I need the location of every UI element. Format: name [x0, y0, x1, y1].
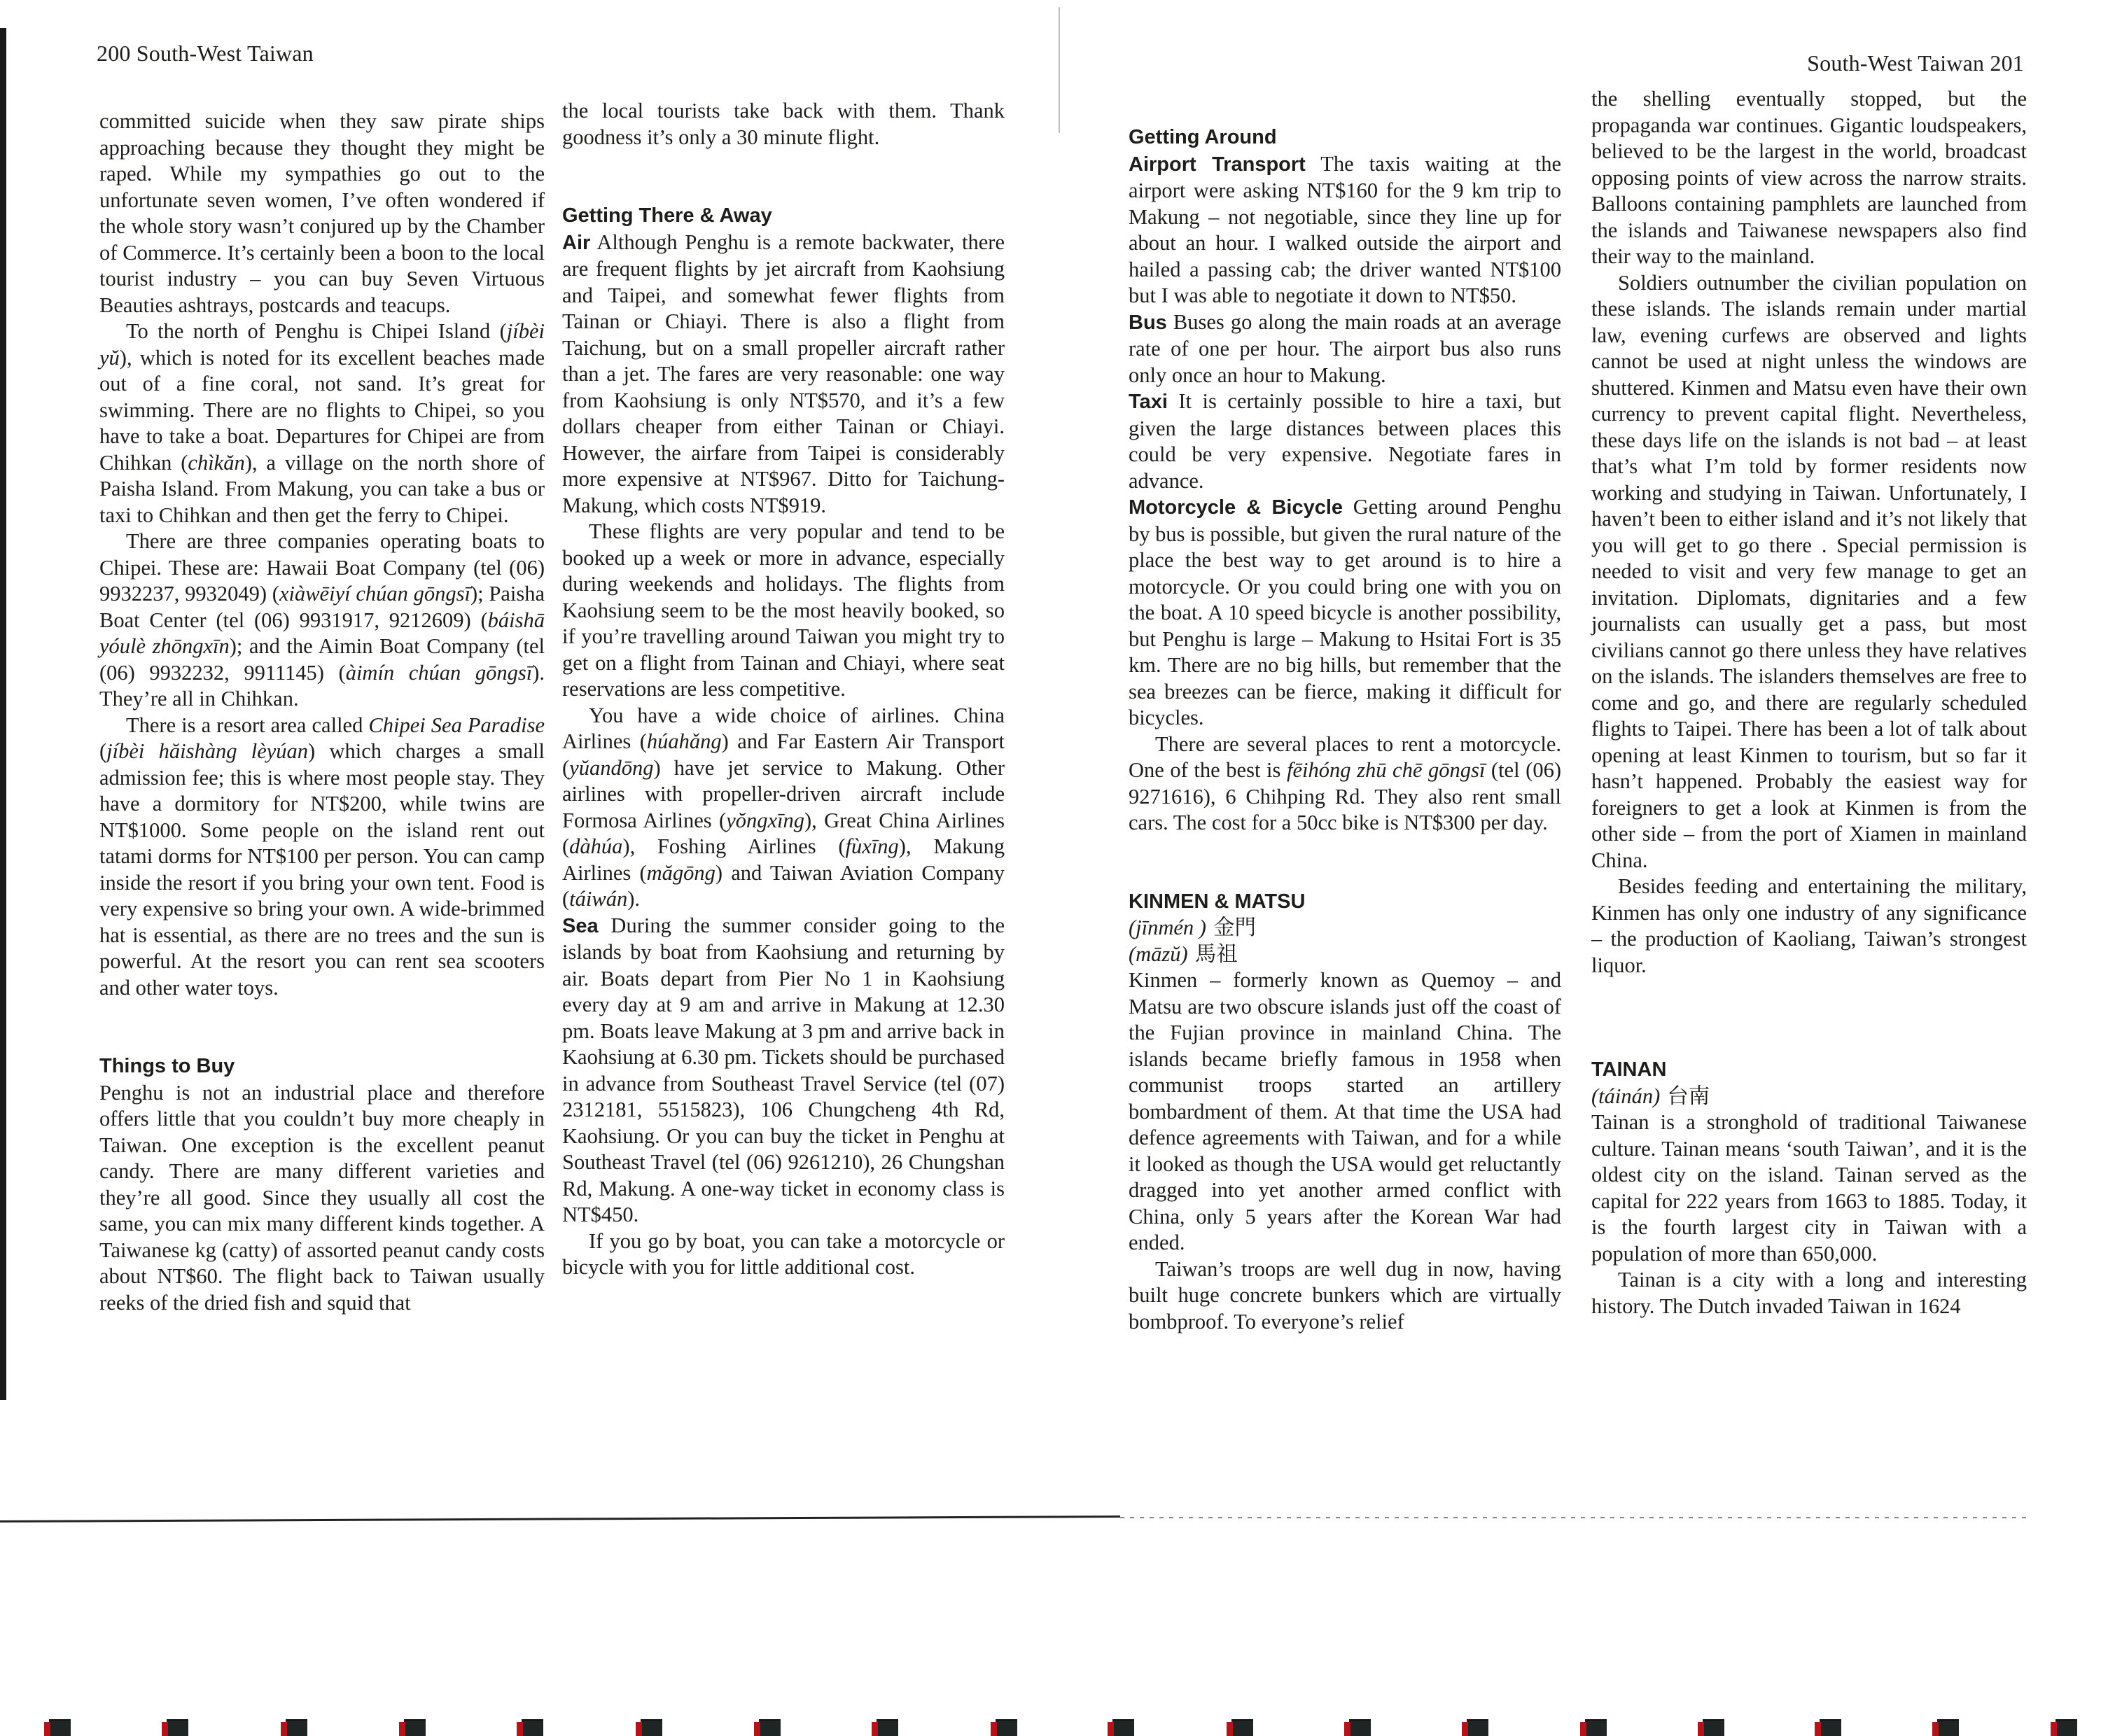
binding-ring — [404, 1719, 426, 1736]
binding-ring — [641, 1719, 662, 1736]
binding-ring — [1349, 1719, 1371, 1736]
paragraph: If you go by boat, you can take a motorcycle or bicycle with you for little additional cost. — [562, 1228, 1005, 1279]
paragraph: Airport Transport The taxis waiting at the airport were asking NT$160 for the 9 km trip to Makung – not negotiable, since they line up for about an hour. I walked outside the airport and hailed a passing cab; the driver wanted NT$100 but I was able to negotiate it down to NT$50. — [1129, 151, 1561, 307]
run-in-heading-airport: Airport Transport — [1129, 153, 1306, 176]
binding-ring — [759, 1719, 781, 1736]
paragraph: Bus Buses go along the main roads at an average rate of one per hour. The airport bus also runs only once an hour to Makung. — [1129, 309, 1561, 387]
kinmen-name-line: (jīnmén ) 金門 — [1129, 916, 1256, 940]
section-heading-things-to-buy: Things to Buy — [99, 1055, 235, 1077]
paragraph: There is a resort area called Chipei Sea Paradise (jíbèi hăishàng lèyúan) which charges a small admission fee; this is where most people stay. They have a dormitory for NT$200, while twins are NT$1000. Some people on the island rent out tatami dorms for NT$100 per person. You can camp inside the resort if you bring your own tent. Food is very expensive so bring your own. A wide-brimmed hat is essential, as there are no trees and the sun is powerful. At the resort you can rent sea scooters and other water toys. — [99, 713, 545, 1000]
binding-ring — [1937, 1719, 1959, 1736]
column-3 — [1129, 125, 1561, 1335]
section-heading-kinmen-matsu: KINMEN & MATSU — [1129, 890, 1306, 913]
paragraph: Penghu is not an industrial place and therefore offers little that you couldn’t buy more cheaply in Taiwan. One exception is the excellent peanut candy. There are many different varieties and they’re all good. Since they usually all cost the same, you can mix many different kinds together. A Taiwanese kg (catty) of assorted peanut candy costs about NT$60. The flight back to Taiwan usually reeks of the dried fish and squid that — [99, 1080, 545, 1315]
binding-ring — [167, 1719, 188, 1736]
paragraph: Sea During the summer consider going to the islands by boat from Kaohsiung and returning by air. Boats depart from Pier No 1 in Kaohsiung every day at 9 am and arrive in Makung at 12.30 pm. Boats leave Makung at 3 pm and arrive back in Kaohsiung at 6.30 pm. Tickets should be purchased in advance from Southeast Travel Service (tel (07) 2312181, 5515823), 106 Chungcheng 4th Rd, Kaohsiung. Or you can buy the ticket in Penghu at Southeast Travel (tel (06) 9261210), 26 Chungshan Rd, Makung. A one-way ticket in economy class is NT$450. — [562, 913, 1005, 1226]
running-head-left: 200 South-West Taiwan — [97, 41, 314, 66]
pinyin: jíbèi hăishàng lèyúan — [106, 739, 309, 763]
binding-ring — [1467, 1719, 1488, 1736]
column-4 — [1591, 86, 2027, 1320]
place-name: Chipei Sea Paradise — [368, 713, 545, 737]
running-head-right: South-West Taiwan 201 — [1807, 50, 2024, 76]
binding-ring — [1112, 1719, 1134, 1736]
page-bottom-edge-faint — [1120, 1517, 2030, 1518]
column-1 — [99, 108, 545, 1316]
paragraph: Tainan is a stronghold of traditional Taiwanese culture. Tainan means ‘south Taiwan’, and it is the oldest city on the island. Tainan served as the capital for 222 years from 1663 to 1885. Today, it is the fourth largest city in Taiwan with a population of more than 650,000. — [1591, 1110, 2027, 1266]
pinyin: xiàwēiyí chúan gōngsī — [279, 582, 470, 606]
pinyin: chìkăn — [188, 450, 245, 475]
run-in-heading-bus: Bus — [1129, 311, 1167, 334]
binding-ring — [1820, 1719, 1841, 1736]
binding-ring — [1585, 1719, 1607, 1736]
pinyin: báishā yóulè zhōngxīn — [99, 608, 545, 658]
paragraph: Soldiers outnumber the civilian population on these islands. The islands remain under martial law, evening curfews are observed and lights cannot be used at night unless the windows are shuttered. Kinmen and Matsu even have their own currency to prevent capital flight. Nevertheless, these days life on the islands is not bad – at least that’s what I’m told by former residents now working and studying in Taiwan. Unfortunately, I haven’t been to either island and it’s not likely that you will get to go there . Special permission is needed to visit and very few manage to get an invitation. Diplomats, dignitaries and a few journalists can usually get a pass, but most civilians cannot go there unless they have relatives on the islands. The islanders themselves are free to come and go, and there are regularly scheduled flights to Taipei. There has been a lot of talk about opening at least Kinmen to tourism, but so far it hasn’t happened. Probably the easiest way for foreigners to get a look at Kinmen is from the other side – from the port of Xiamen in mainland China. — [1591, 270, 2027, 872]
paragraph: These flights are very popular and tend to be booked up a week or more in advance, especially during weekends and holidays. The flights from Kaohsiung seem to be the most heavily booked, so if you’re travelling around Taiwan you might try to get on a flight from Tainan and Chiayi, where seat reservations are less competitive. — [562, 519, 1005, 701]
paragraph: There are several places to rent a motorcycle. One of the best is fēihóng zhū chē gōngsī (tel (06) 9271616), 6 Chihping Rd. They also rent small cars. The cost for a 50cc bike is NT$300 per day. — [1129, 732, 1561, 834]
run-in-heading-motorcycle: Motorcycle & Bicycle — [1129, 496, 1343, 519]
paragraph: the local tourists take back with them. Thank goodness it’s only a 30 minute flight. — [562, 99, 1005, 149]
section-heading-tainan: TAINAN — [1591, 1058, 1667, 1081]
paragraph: Besides feeding and entertaining the military, Kinmen has only one industry of any significance – the production of Kaoliang, Taiwan’s strongest liquor. — [1591, 874, 2027, 977]
matsu-name-line: (māzŭ) 馬祖 — [1129, 941, 1238, 967]
section-heading-getting-around: Getting Around — [1129, 126, 1277, 148]
binding-ring — [1231, 1719, 1253, 1736]
binding-ring — [286, 1719, 307, 1736]
paragraph: Taxi It is certainly possible to hire a taxi, but given the large distances between places this could be very expensive. Negotiate fares in advance. — [1129, 389, 1561, 493]
run-in-heading-sea: Sea — [562, 914, 599, 937]
pinyin: àimín chúan gōngsī — [345, 660, 533, 685]
paragraph: Kinmen – formerly known as Quemoy – and Matsu are two obscure islands just off the coast of the Fujian province in mainland China. The islands became briefly famous in 1958 when communist troops started an artillery bombardment of them. At that time the USA had defence agreements with Taiwan, and for a while it looked as though the USA would get reluctantly dragged into yet another armed conflict with China, only 5 years after the Korean War had ended. — [1129, 968, 1561, 1254]
paragraph: To the north of Penghu is Chipei Island (jíbèi yŭ), which is noted for its excellent beaches made out of a fine coral, not sand. It’s great for swimming. There are no flights to Chipei, so you have to take a boat. Departures for Chipei are from Chihkan (chìkăn), a village on the north shore of Paisha Island. From Makung, you can take a bus or taxi to Chihkan and then get the ferry to Chipei. — [99, 319, 545, 527]
paragraph: Motorcycle & Bicycle Getting around Penghu by bus is possible, but given the rural nature of the place the best way to get around is to hire a motorcycle. Or you could bring one with you on the boat. A 10 speed bicycle is another possibility, but Penghu is large – Makung to Hsitai Fort is 35 km. There are no big hills, but remember that the sea breezes can be fierce, making it difficult for bicycles. — [1129, 495, 1561, 729]
run-in-heading-air: Air — [562, 231, 591, 254]
paragraph: You have a wide choice of airlines. China Airlines (húahǎng) and Far Eastern Air Transport (yŭandōng) have jet service to Makung. Other airlines with propeller-driven aircraft include Formosa Airlines (yŏngxīng), Great China Airlines (dàhúa), Foshing Airlines (fùxīng), Makung Airlines (măgōng) and Taiwan Aviation Company (táiwán). — [562, 703, 1005, 911]
section-heading-getting-there: Getting There & Away — [562, 204, 772, 227]
paragraph: Air Although Penghu is a remote backwater, there are frequent flights by jet aircraft from Kaohsiung and Taipei, and somewhat fewer flights from Tainan or Chiayi. There is also a flight from Taichung, but on a small propeller aircraft rather than a jet. The fares are very reasonable: one way from Kaohsiung is only NT$570, and it’s a few dollars cheaper from either Tainan or Chiayi. However, the airfare from Taipei is considerably more expensive at NT$967. Ditto for Taichung-Makung, which costs NT$919. — [562, 230, 1005, 517]
binding-ring — [1703, 1719, 1724, 1736]
column-2 — [562, 98, 1005, 1281]
binding-ring — [522, 1719, 543, 1736]
binding-ring — [2055, 1719, 2077, 1736]
binding-ring — [49, 1719, 71, 1736]
paragraph: There are three companies operating boats to Chipei. These are: Hawaii Boat Company (tel (06) 9932237, 9932049) (xiàwēiyí chúan gōngsī); Paisha Boat Center (tel (06) 9931917, 9212609) (báishā yóulè zhōngxīn); and the Aimin Boat Company (tel (06) 9932232, 9911145) (àimín chúan gōngsī). They’re all in Chihkan. — [99, 529, 545, 710]
binding-ring — [996, 1719, 1017, 1736]
pinyin: jíbèi yŭ — [99, 319, 545, 370]
tainan-name-line: (táinán) 台南 — [1591, 1084, 1710, 1109]
paragraph: Taiwan’s troops are well dug in now, having built huge concrete bunkers which are virtually bombproof. To everyone’s relief — [1129, 1256, 1561, 1334]
run-in-heading-taxi: Taxi — [1129, 391, 1168, 413]
paragraph: the shelling eventually stopped, but the propaganda war continues. Gigantic loudspeakers, believed to be the largest in the world, broadcast opposing points of view across the narrow straits. Balloons containing pamphlets are launched from the islands and Taiwanese newspapers also find their way to the mainland. — [1591, 87, 2027, 268]
binding-ring — [877, 1719, 898, 1736]
paragraph: committed suicide when they saw pirate ships approaching because they thought they might be raped. While my sympathies go out to the unfortunate seven women, I’ve often wondered if the whole story wasn’t conjured up by the Chamber of Commerce. It’s certainly been a boon to the local tourist industry – you can buy Seven Virtuous Beauties ashtrays, postcards and teacups. — [99, 109, 545, 317]
paragraph: Tainan is a city with a long and interesting history. The Dutch invaded Taiwan in 1624 — [1591, 1268, 2027, 1318]
